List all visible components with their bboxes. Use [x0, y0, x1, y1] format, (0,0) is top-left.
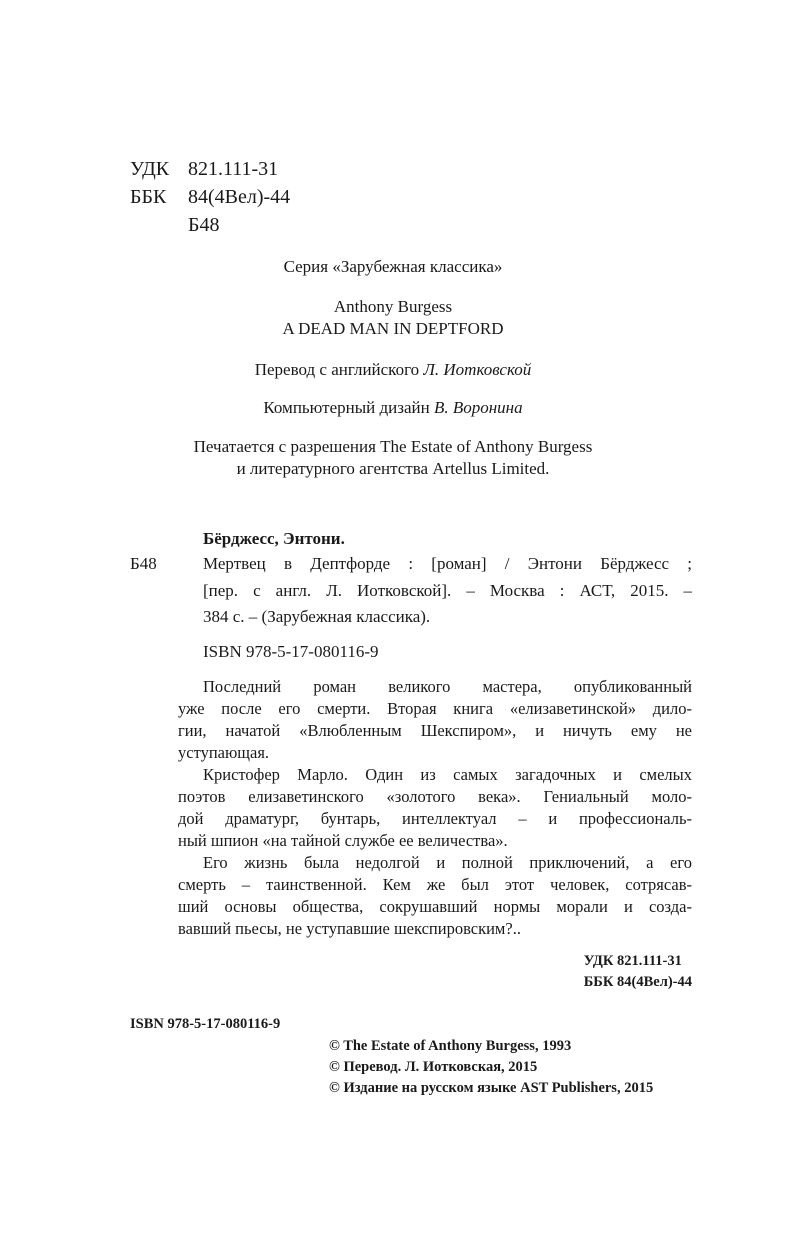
- annotation-line: Кристофер Марло. Один из самых загадочных и смелых: [203, 765, 692, 784]
- udk-value: 821.111-31: [188, 158, 279, 180]
- annotation-line: уступающая.: [178, 743, 270, 762]
- bbk-value: 84(4Вел)-44: [188, 186, 291, 208]
- author-mark: Б48: [188, 214, 220, 236]
- copyright-block: [329, 1036, 653, 1099]
- annotation-line: Последний роман великого мастера, опубликованный: [203, 677, 692, 696]
- annotation-line: гии, начатой «Влюбленным Шекспиром», и ничуть ему не: [178, 721, 692, 740]
- annotation-line: Его жизнь была недолгой и полной приключений, а его: [203, 853, 692, 872]
- author-mark-row: [130, 211, 290, 239]
- catalog-line: 384 с. – (Зарубежная классика).: [203, 607, 431, 626]
- annotation-line: смерть – таинственной. Кем же был этот человек, сотрясав-: [178, 875, 692, 894]
- translator-name: Л. Иотковской: [423, 360, 532, 379]
- udk-row: [130, 155, 290, 183]
- series-line: Серия «Зарубежная классика»: [283, 257, 503, 276]
- annotation: [178, 676, 692, 940]
- bbk-row: [130, 183, 290, 211]
- catalog-isbn: ISBN 978-5-17-080116-9: [203, 642, 379, 661]
- catalog-line: [пер. с англ. Л. Иотковской]. – Москва : АСТ, 2015. –: [203, 581, 692, 600]
- permission-line-1: Печатается с разрешения The Estate of Anthony Burgess: [193, 437, 593, 456]
- catalog-heading: Бёрджесс, Энтони.: [203, 529, 345, 548]
- footer-bbk: ББК 84(4Вел)-44: [583, 974, 692, 990]
- translation-prefix: Перевод с английского: [254, 360, 420, 379]
- footer-isbn: ISBN 978-5-17-080116-9: [130, 1016, 281, 1032]
- classification-codes: [130, 155, 290, 239]
- original-title: A DEAD MAN IN DEPTFORD: [282, 319, 504, 338]
- catalog-line: Мертвец в Дептфорде : [роман] / Энтони Бёрджесс ;: [203, 554, 692, 573]
- original-author: Anthony Burgess: [333, 297, 453, 316]
- annotation-line: уже после его смерти. Вторая книга «елизаветинской» дило-: [178, 699, 692, 718]
- udk-label: УДК: [130, 158, 170, 180]
- translation-credit: [0, 359, 786, 381]
- footer-codes: [584, 951, 692, 993]
- annotation-line: ший основы общества, сокрушавший нормы морали и созда-: [178, 897, 692, 916]
- annotation-line: дой драматург, бунтарь, интеллектуал – и профессиональ-: [178, 809, 692, 828]
- copyright-line: © Издание на русском языке AST Publishers, 2015: [329, 1080, 654, 1096]
- designer-name: В. Воронина: [433, 398, 523, 417]
- copyright-line: © Перевод. Л. Иотковская, 2015: [329, 1059, 538, 1075]
- footer-udk: УДК 821.111-31: [583, 953, 682, 969]
- annotation-line: вавший пьесы, не уступавшие шекспировским?..: [178, 919, 521, 938]
- permission-line-2: и литературного агентства Artellus Limited.: [236, 459, 550, 478]
- annotation-line: поэтов елизаветинского «золотого века». Гениальный моло-: [178, 787, 692, 806]
- catalog-mark: Б48: [130, 554, 157, 573]
- annotation-line: ный шпион «на тайной службе ее величества».: [178, 831, 508, 850]
- design-credit: [0, 397, 786, 419]
- design-prefix: Компьютерный дизайн: [263, 398, 430, 417]
- bbk-label: ББК: [130, 186, 167, 208]
- copyright-line: © The Estate of Anthony Burgess, 1993: [329, 1038, 572, 1054]
